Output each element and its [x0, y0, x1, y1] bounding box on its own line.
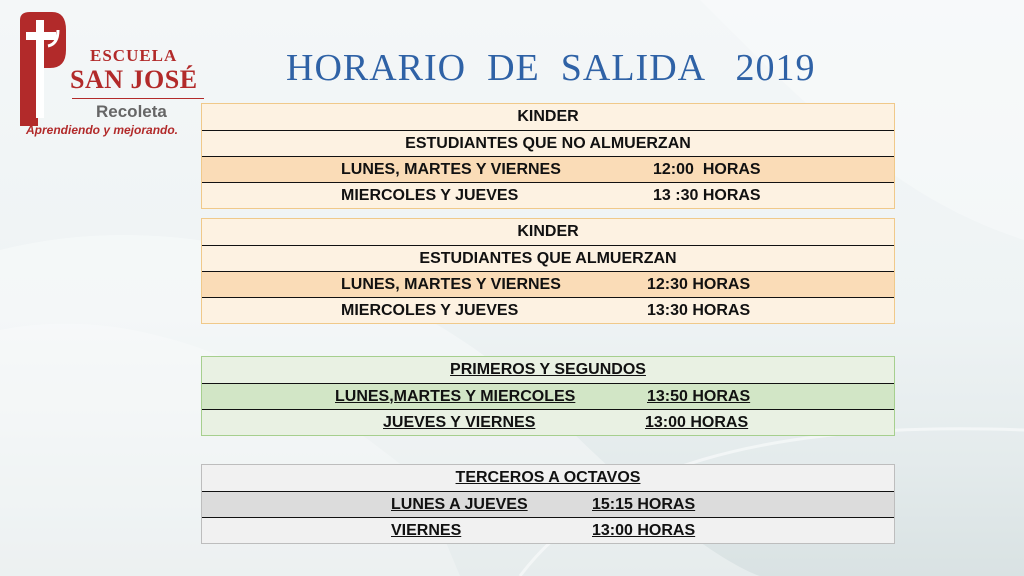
time-cell: 13 :30 HORAS: [653, 186, 761, 204]
table-subheader-row: [202, 245, 894, 271]
table-subheader: ESTUDIANTES QUE NO ALMUERZAN: [405, 134, 691, 152]
primeros-segundos-table: [201, 356, 895, 436]
day-cell: LUNES, MARTES Y VIERNES: [341, 160, 561, 178]
logo-escuela-text: ESCUELA: [90, 46, 178, 65]
time-cell: 12:30 HORAS: [647, 275, 751, 293]
table-header-row: [202, 357, 894, 383]
cross-emblem-icon: [12, 10, 70, 128]
day-cell: MIERCOLES Y JUEVES: [341, 186, 519, 204]
page-title: HORARIO DE SALIDA 2019: [286, 47, 816, 89]
table-header-row: [202, 219, 894, 245]
time-cell: 13:00 HORAS: [592, 521, 696, 539]
school-logo: [8, 10, 208, 137]
table-row: [202, 297, 894, 323]
time-cell: 13:50 HORAS: [647, 387, 751, 405]
table-header: TERCEROS A OCTAVOS: [455, 469, 641, 486]
time-cell: 15:15 HORAS: [592, 495, 696, 513]
day-cell: LUNES A JUEVES: [391, 495, 528, 513]
day-cell: LUNES,MARTES Y MIERCOLES: [335, 387, 576, 405]
kinder-no-almuerzan-table: [201, 103, 895, 209]
table-row: [202, 156, 894, 182]
table-row: [202, 271, 894, 297]
table-header: KINDER: [517, 108, 579, 125]
table-header-row: [202, 465, 894, 491]
terceros-octavos-table: [201, 464, 895, 544]
logo-tagline: Aprendiendo y mejorando.: [26, 123, 179, 137]
logo-divider: [72, 98, 204, 99]
table-row: [202, 491, 894, 517]
table-row: [202, 383, 894, 409]
day-cell: VIERNES: [391, 521, 462, 539]
time-cell: 12:00 HORAS: [653, 160, 761, 178]
table-subheader-row: [202, 130, 894, 156]
table-header: KINDER: [517, 223, 579, 240]
logo-san-jose-text: SAN JOSÉ: [70, 65, 198, 94]
day-cell: MIERCOLES Y JUEVES: [341, 301, 519, 319]
table-row: [202, 182, 894, 208]
table-subheader: ESTUDIANTES QUE ALMUERZAN: [419, 249, 677, 267]
kinder-almuerzan-table: [201, 218, 895, 324]
time-cell: 13:30 HORAS: [647, 301, 751, 319]
day-cell: LUNES, MARTES Y VIERNES: [341, 275, 561, 293]
table-header-row: [202, 104, 894, 130]
table-header: PRIMEROS Y SEGUNDOS: [450, 361, 646, 378]
time-cell: 13:00 HORAS: [645, 413, 749, 431]
table-row: [202, 517, 894, 543]
logo-recoleta-text: Recoleta: [96, 102, 167, 121]
table-row: [202, 409, 894, 435]
day-cell: JUEVES Y VIERNES: [383, 413, 536, 431]
